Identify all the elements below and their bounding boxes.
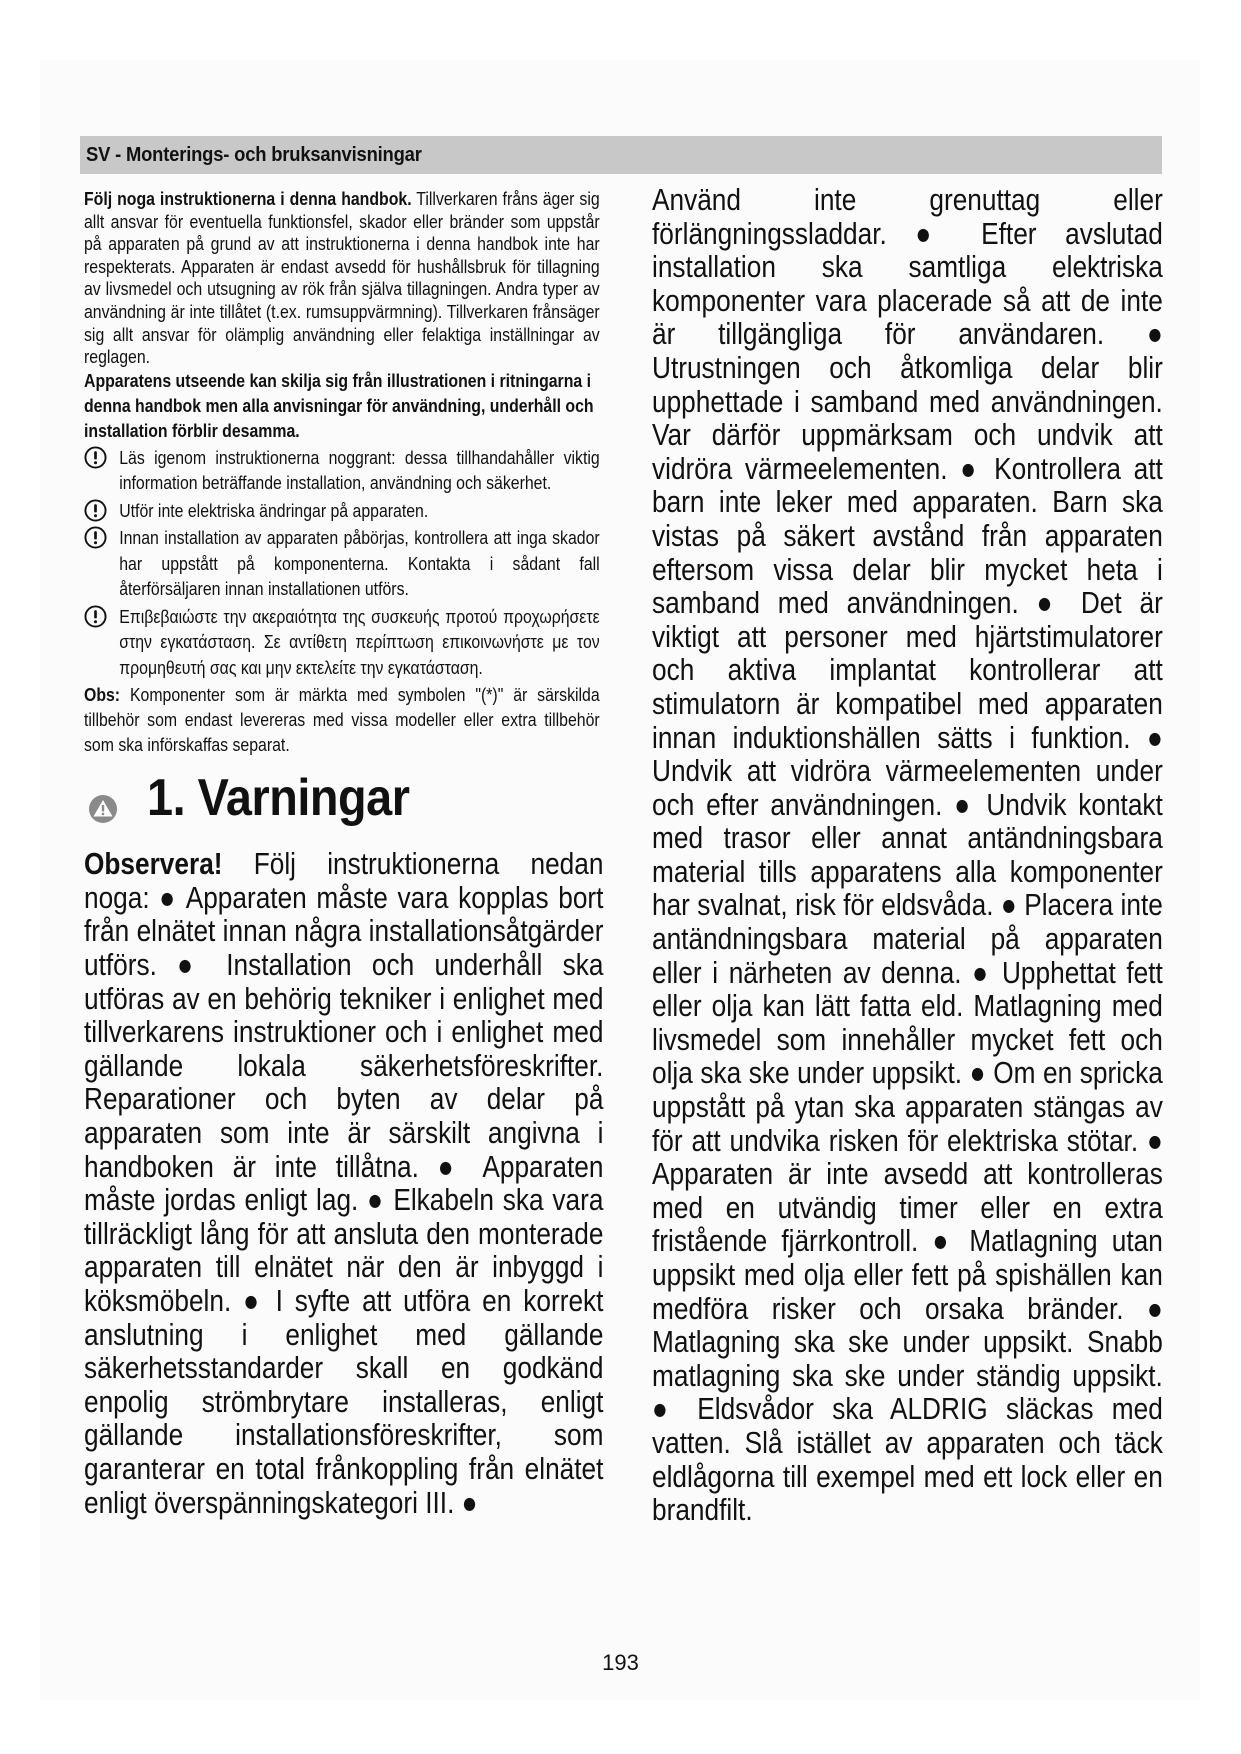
obs-note: [84, 683, 600, 758]
left-body-bold-lead: Observera!: [84, 847, 223, 882]
intro-bold-lead: Följ noga instruktionerna i denna handbok.: [84, 189, 412, 209]
warning-item: [84, 605, 600, 682]
page-number: 193: [602, 1650, 639, 1675]
header-bar: [80, 136, 1162, 174]
warning-text: Innan installation av apparaten påbörjas, kontrollera att inga skador har uppstått på komponenterna. Kontakta i sådant fall återförsäljaren innan installationen utförs.: [119, 528, 600, 600]
left-body-text: [84, 848, 603, 1520]
warning-text: Läs igenom instruktionerna noggrant: dessa tillhandahåller viktig information beträffande installation, användning och säkerhet.: [119, 447, 600, 494]
warning-item: [84, 499, 600, 525]
warning-item: [84, 446, 600, 497]
warning-triangle-icon: [88, 794, 118, 824]
appearance-note: Apparatens utseende kan skilja sig från illustrationen i ritningarna i denna handbok men alla anvisningar för användning, underhåll och installation förblir desamma.: [84, 370, 594, 441]
obs-label: Obs:: [84, 685, 121, 706]
obs-text: Komponenter som är märkta med symbolen "(*)" är särskilda tillbehör som endast levereras med vissa modeller eller extra tillbehör som ska införskaffas separat.: [84, 685, 600, 756]
right-column: [652, 184, 1162, 1528]
warning-text: Επιβεβαιώστε την ακεραιότητα της συσκευής προτού προχωρήσετε στην εγκατάσταση. Σε αντίθετη περίπτωση επικοινωνήστε με τον προμηθευτή σας και μην εκτελείτε την εγκατάσταση.: [119, 606, 600, 678]
warning-item: [84, 526, 600, 603]
right-body-text: Använd inte grenuttag eller förlängningssladdar. ● Efter avslutad installation ska samtliga elektriska komponenter vara placerade så att de inte är tillgängliga för användaren. ● Utrustningen och åtkomliga delar blir upphettade i samband med användningen. Var därför uppmärksam och undvik att vidröra värmeelementen. ● Kontrollera att barn inte leker med apparaten. Barn ska vistas på säkert avstånd från apparaten eftersom vissa delar blir mycket heta i samband med användningen. ● Det är viktigt att personer med hjärtstimulatorer och aktiva implantat kontrollerar att stimulatorn är kompatibel med apparaten innan induktionshällen sätts i funktion. ● Undvik att vidröra värmeelementen under och efter användningen. ● Undvik kontakt med trasor eller annat antändningsbara material tills apparatens alla komponenter har svalnat, risk för eldsvåda. ● Placera inte antändningsbara material på apparaten eller i närheten av denna. ● Upphettat fett eller olja kan lätt fatta eld. Matlagning med livsmedel som innehåller mycket fett och olja ska ske under uppsikt. ● Om en spricka uppstått på ytan ska apparaten stängas av för att undvika risken för elektriska stötar. ● Apparaten är inte avsedd att kontrolleras med en utvändig timer eller en extra fristående fjärrkontroll. ● Matlagning utan uppsikt med olja eller fett på spishällen kan medföra risker och orsaka bränder. ● Matlagning ska ske under uppsikt. Snabb matlagning ska ske under ständig uppsikt. ● Eldsvådor ska ALDRIG släckas med vatten. Slå istället av apparaten och täck eldlågorna till exempel med ett lock eller en brandfilt.: [652, 183, 1163, 1528]
intro-paragraph: [84, 188, 600, 369]
left-column: [84, 188, 604, 1520]
warning-text: Utför inte elektriska ändringar på apparaten.: [119, 500, 429, 521]
section-title: 1. Varningar: [147, 769, 410, 828]
section-heading: [84, 766, 600, 848]
intro-text: Tillverkaren fråns äger sig allt ansvar för eventuella funktionsfel, skador eller bränder som uppstår på apparaten på grund av att instruktionerna i denna handbok inte har respekterats. Apparaten är endast avsedd för hushållsbruk för tillagning av livsmedel och utsugning av rök från själva tillagningen. Andra typer av användning är inte tillåtet (t.ex. rumsuppvärmning). Tillverkaren frånsäger sig allt ansvar för olämplig användning eller felaktiga inställningar av reglagen.: [84, 189, 600, 368]
left-body-content: Följ instruktionerna nedan noga: ● Apparaten måste vara kopplas bort från elnätet innan några installationsåtgärder utförs. ● Installation och underhåll ska utföras av en behörig tekniker i enlighet med tillverkarens instruktioner och i enlighet med gällande lokala säkerhetsföreskrifter. Reparationer och byten av delar på apparaten som inte är särskilt angivna i handboken är inte tillåtna. ● Apparaten måste jordas enligt lag. ● Elkabeln ska vara tillräckligt lång för att ansluta den monterade apparaten till elnätet när den är inbyggd i köksmöbeln. ● I syfte att utföra en korrekt anslutning i enlighet med gällande säkerhetsstandarder skall en godkänd enpolig strömbrytare installeras, enligt gällande installationsföreskrifter, som garanterar en total frånkoppling från elnätet enligt överspänningskategori III. ●: [84, 847, 604, 1520]
header-title: SV - Monterings- och bruksanvisningar: [86, 144, 422, 166]
